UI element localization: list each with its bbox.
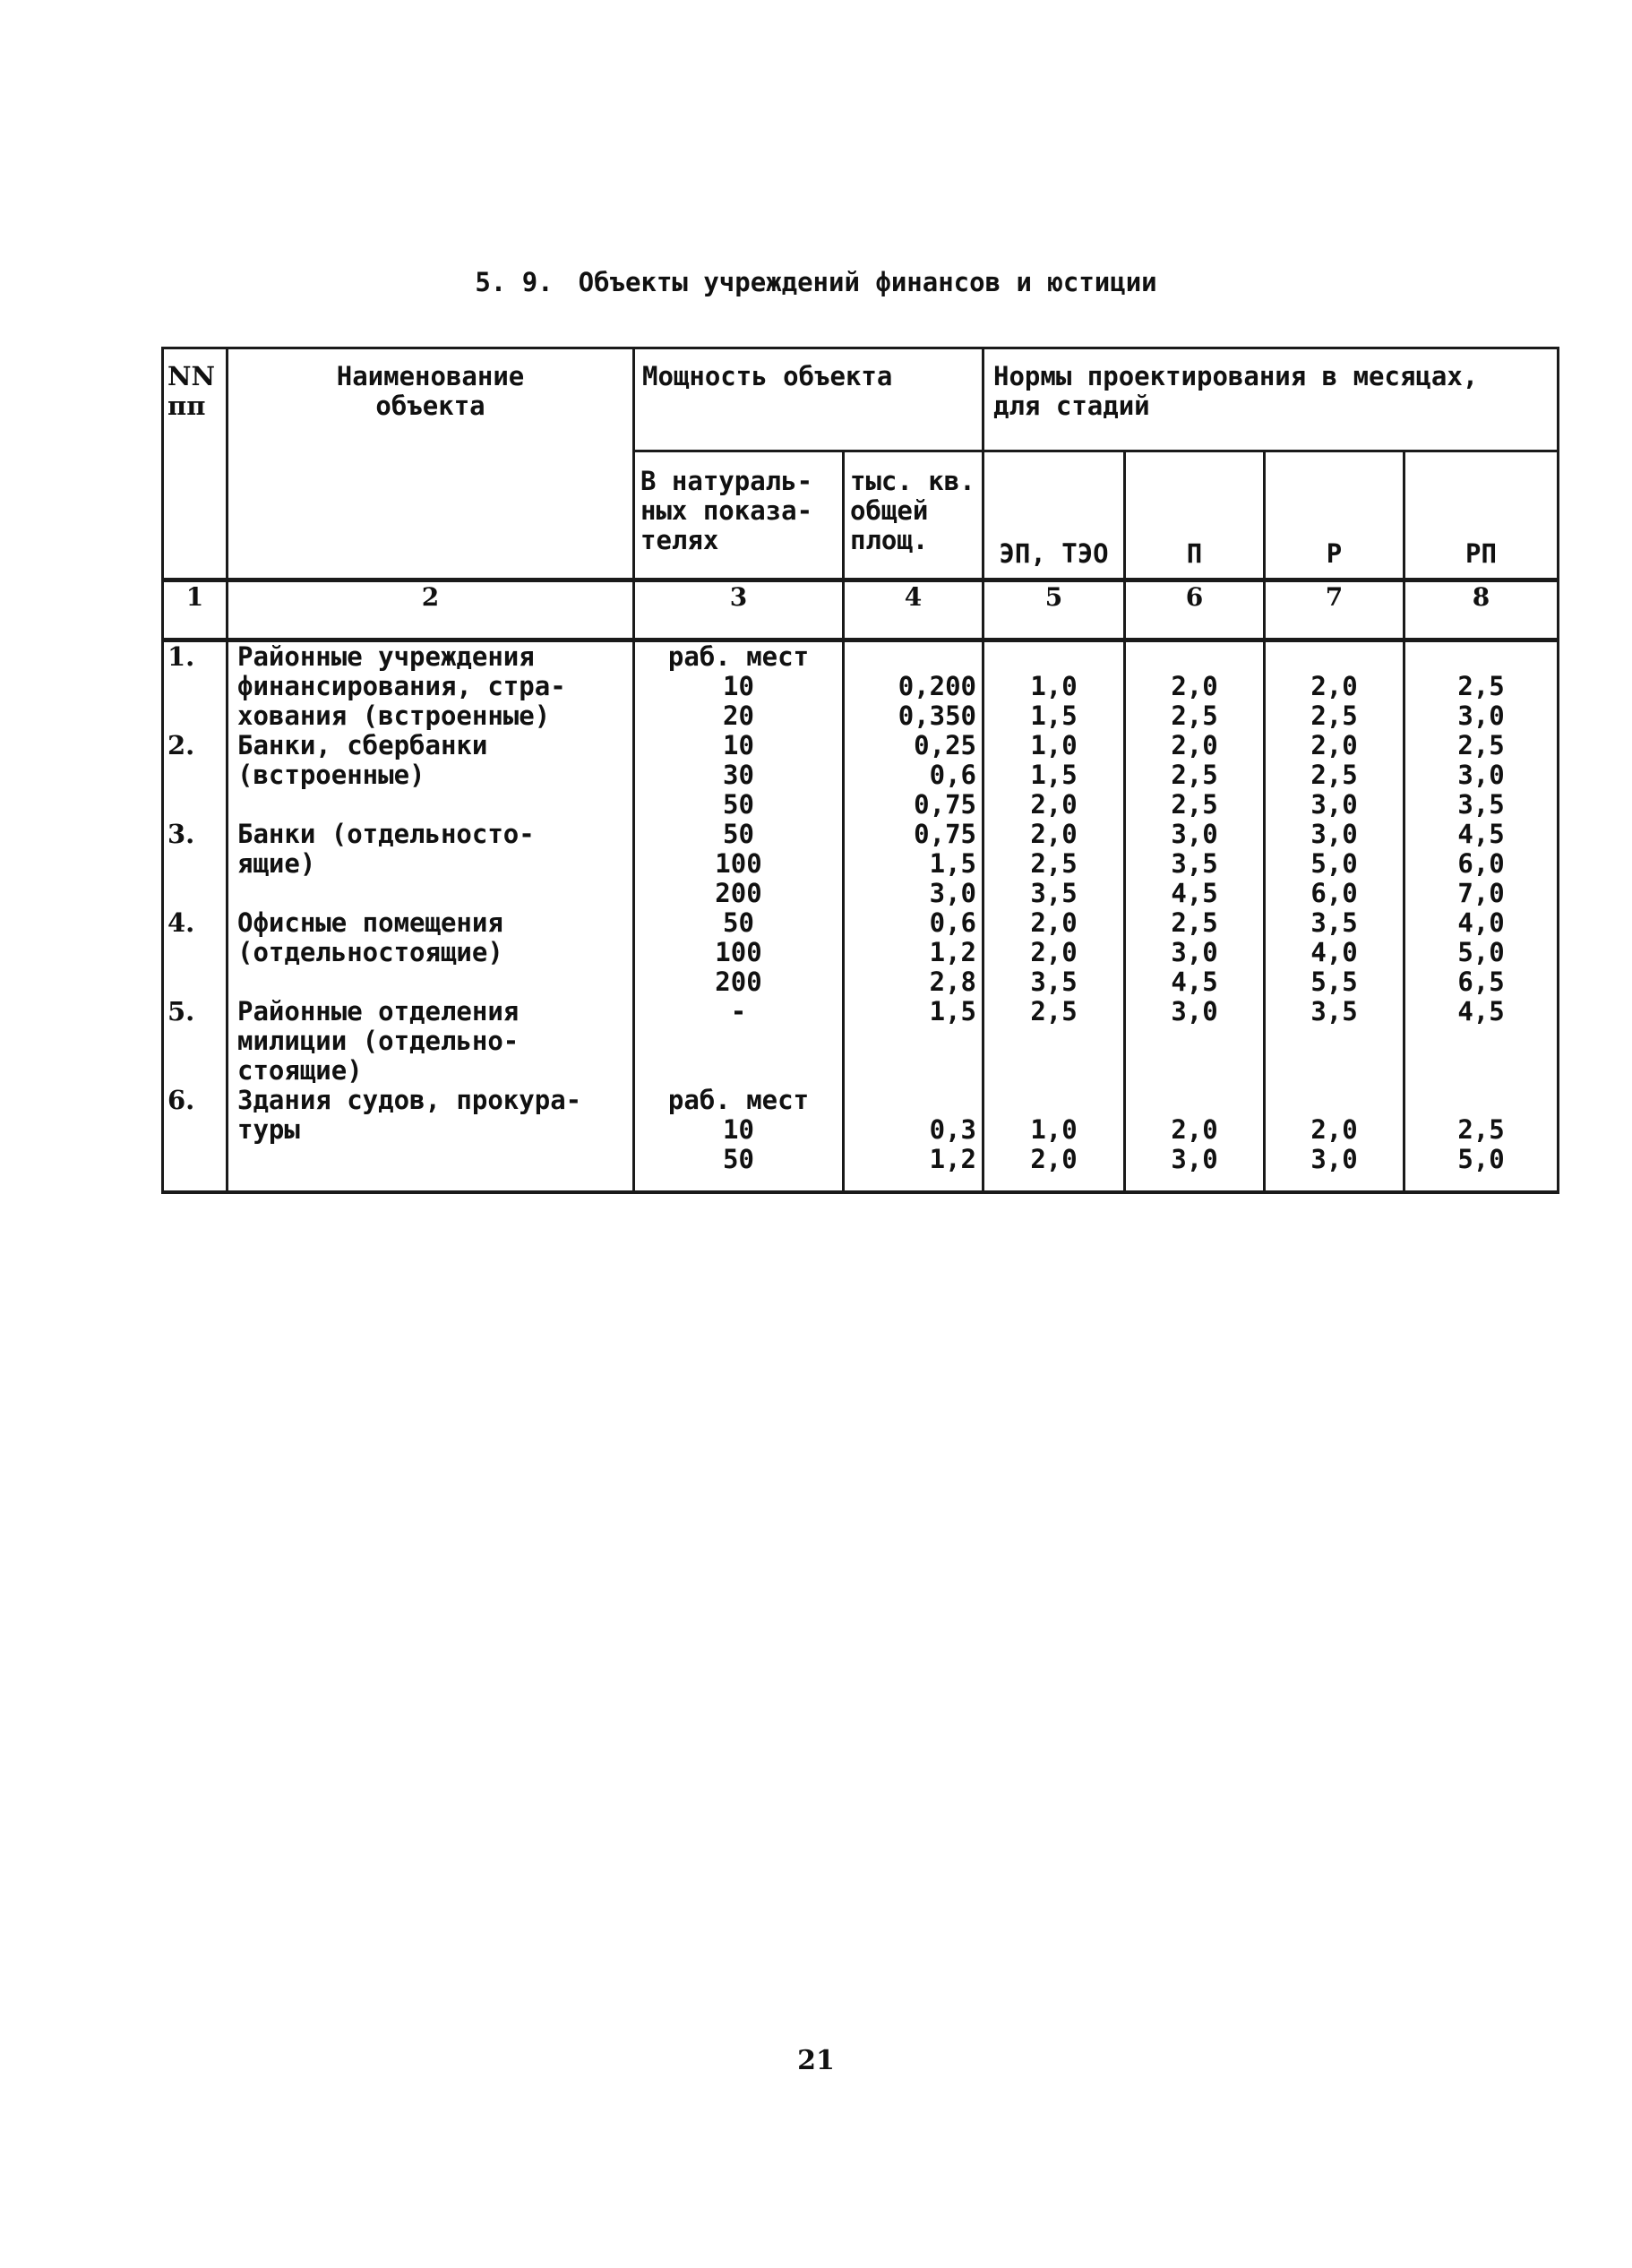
stage-ep-teo-line: 1,5 (1030, 760, 1078, 790)
table-row (163, 1086, 1559, 1192)
stage-rp-line: 3,0 (1457, 760, 1505, 790)
stage-r-line: 3,0 (1310, 819, 1358, 849)
stage-rp-line: 4,5 (1457, 819, 1505, 849)
stage-r-line: 4,0 (1310, 937, 1358, 967)
table-row (163, 731, 1559, 820)
stage-r-line: 3,5 (1310, 996, 1358, 1027)
stage-ep-teo (983, 1086, 1125, 1192)
stage-p-line: 2,0 (1171, 1114, 1218, 1145)
natural-units-line: 20 (723, 700, 754, 731)
header-design-norms: Нормы проектирования в месяцах, для стадий (983, 348, 1559, 451)
object-name-line: Офисные помещения (237, 907, 503, 938)
stage-p-line: 2,5 (1171, 907, 1218, 938)
object-name-line: Банки, сбербанки (237, 730, 488, 760)
stage-rp-line: 7,0 (1457, 878, 1505, 908)
object-name (228, 731, 634, 820)
stage-rp-line: 5,0 (1457, 1144, 1505, 1174)
stage-p-line: 4,5 (1171, 966, 1218, 997)
stage-ep-teo-line: 3,5 (1030, 966, 1078, 997)
stage-rp-line (1405, 642, 1557, 672)
object-name-line: туры (237, 1114, 300, 1145)
object-name (228, 997, 634, 1086)
stage-ep-teo (983, 997, 1125, 1086)
header-stage-rp: РП (1404, 451, 1559, 580)
stage-r-line (1266, 642, 1403, 672)
stage-rp (1404, 640, 1559, 732)
natural-units (634, 997, 844, 1086)
object-name (228, 640, 634, 732)
header-total-area: тыс. кв. общей площ. (844, 451, 983, 580)
object-name-line: (отдельностоящие) (237, 937, 503, 967)
stage-ep-teo-line: 2,5 (1030, 996, 1078, 1027)
object-name-line: Районные отделения (237, 996, 520, 1027)
stage-ep-teo-line: 1,0 (1030, 730, 1078, 760)
stage-p-line: 3,5 (1171, 848, 1218, 879)
row-number: 5. (163, 997, 228, 1086)
stage-r (1265, 997, 1404, 1086)
stage-ep-teo-line: 2,0 (1030, 819, 1078, 849)
natural-units (634, 731, 844, 820)
stage-p-line: 2,5 (1171, 789, 1218, 820)
column-number: 2 (228, 580, 634, 640)
stage-p-line: 4,5 (1171, 878, 1218, 908)
stage-rp-line: 2,5 (1457, 1114, 1505, 1145)
stage-p (1125, 908, 1265, 997)
stage-ep-teo-line: 1,0 (1030, 671, 1078, 701)
stage-p (1125, 997, 1265, 1086)
stage-rp (1404, 908, 1559, 997)
stage-rp-line: 5,0 (1457, 937, 1505, 967)
header-row-1 (163, 348, 1559, 451)
stage-p-line: 3,0 (1171, 937, 1218, 967)
total-area-line: 2,8 (929, 966, 977, 997)
header-object-power: Мощность объекта (634, 348, 983, 451)
stage-p-line (1126, 642, 1263, 672)
stage-p (1125, 731, 1265, 820)
stage-p (1125, 1086, 1265, 1192)
total-area-line (845, 642, 976, 672)
total-area-line (845, 1086, 976, 1115)
total-area-line: 1,5 (929, 996, 977, 1027)
natural-units-line: 50 (723, 819, 754, 849)
stage-p-line: 2,5 (1171, 700, 1218, 731)
stage-r (1265, 731, 1404, 820)
header-object-name: Наименование объекта (228, 348, 634, 580)
stage-p-line (1126, 1086, 1263, 1115)
header-stage-ep-teo: ЭП, ТЭО (983, 451, 1125, 580)
page-title (0, 267, 1632, 297)
object-name-line: финансирования, стра- (237, 671, 566, 701)
page-number: 21 (797, 2045, 835, 2076)
stage-r-line: 2,0 (1310, 1114, 1358, 1145)
section-number: 5. 9. (475, 267, 554, 297)
stage-rp-line: 4,5 (1457, 996, 1505, 1027)
natural-units-line: 100 (715, 848, 762, 879)
total-area-line: 0,75 (914, 789, 977, 820)
stage-rp-line (1405, 1086, 1557, 1115)
header-stage-r: Р (1265, 451, 1404, 580)
object-name (228, 820, 634, 908)
stage-p (1125, 640, 1265, 732)
natural-units (634, 908, 844, 997)
stage-ep-teo-line: 2,0 (1030, 789, 1078, 820)
natural-units-line: 50 (723, 1144, 754, 1174)
total-area (844, 1086, 983, 1192)
column-number: 3 (634, 580, 844, 640)
total-area-line: 1,5 (929, 848, 977, 879)
stage-rp-line: 4,0 (1457, 907, 1505, 938)
natural-units-line: раб. мест (667, 641, 810, 672)
natural-units-line: 10 (723, 671, 754, 701)
stage-r-line: 2,5 (1310, 760, 1358, 790)
stage-p-line: 2,0 (1171, 671, 1218, 701)
natural-units-line: 50 (723, 907, 754, 938)
header-stage-p: П (1125, 451, 1265, 580)
header-nn: NN пп (163, 348, 228, 580)
stage-r (1265, 908, 1404, 997)
row-number: 3. (163, 820, 228, 908)
column-number: 7 (1265, 580, 1404, 640)
total-area-line: 0,350 (898, 700, 977, 731)
total-area-line: 1,2 (929, 937, 977, 967)
object-name-line: хования (встроенные) (237, 700, 551, 731)
stage-ep-teo-line: 2,5 (1030, 848, 1078, 879)
stage-p-line: 2,5 (1171, 760, 1218, 790)
table-row (163, 997, 1559, 1086)
total-area (844, 820, 983, 908)
stage-ep-teo-line: 1,0 (1030, 1114, 1078, 1145)
object-name-line: Банки (отдельносто- (237, 819, 535, 849)
column-number: 4 (844, 580, 983, 640)
row-number: 6. (163, 1086, 228, 1192)
total-area-line: 1,2 (929, 1144, 977, 1174)
stage-ep-teo (983, 820, 1125, 908)
total-area-line: 0,200 (898, 671, 977, 701)
stage-r-line: 6,0 (1310, 878, 1358, 908)
stage-ep-teo (983, 908, 1125, 997)
stage-ep-teo-line (984, 642, 1123, 672)
natural-units (634, 820, 844, 908)
total-area-line: 0,6 (929, 760, 977, 790)
stage-rp-line: 2,5 (1457, 730, 1505, 760)
stage-ep-teo-line (984, 1086, 1123, 1115)
stage-p (1125, 820, 1265, 908)
stage-ep-teo (983, 731, 1125, 820)
natural-units-line: 10 (723, 730, 754, 760)
object-name (228, 1086, 634, 1192)
natural-units (634, 1086, 844, 1192)
stage-ep-teo-line: 2,0 (1030, 937, 1078, 967)
section-title: Объекты учреждений финансов и юстиции (578, 267, 1157, 297)
natural-units-line: 200 (715, 878, 762, 908)
column-number: 1 (163, 580, 228, 640)
stage-p-line: 3,0 (1171, 819, 1218, 849)
stage-r-line: 3,5 (1310, 907, 1358, 938)
stage-ep-teo-line: 3,5 (1030, 878, 1078, 908)
stage-r-line: 5,5 (1310, 966, 1358, 997)
natural-units-line: 100 (715, 937, 762, 967)
natural-units-line: 50 (723, 789, 754, 820)
natural-units-line: 30 (723, 760, 754, 790)
object-name (228, 908, 634, 997)
stage-ep-teo-line: 2,0 (1030, 1144, 1078, 1174)
row-number: 4. (163, 908, 228, 997)
stage-r-line: 2,0 (1310, 671, 1358, 701)
table-row (163, 820, 1559, 908)
total-area-line: 3,0 (929, 878, 977, 908)
table-row (163, 640, 1559, 732)
object-name-line: ящие) (237, 848, 316, 879)
stage-rp (1404, 1086, 1559, 1192)
stage-r-line: 3,0 (1310, 789, 1358, 820)
total-area-line: 0,3 (929, 1114, 977, 1145)
stage-ep-teo (983, 640, 1125, 732)
table-row (163, 908, 1559, 997)
stage-p-line: 3,0 (1171, 996, 1218, 1027)
total-area-line: 0,75 (914, 819, 977, 849)
stage-rp-line: 2,5 (1457, 671, 1505, 701)
object-name-line: милиции (отдельно- (237, 1026, 520, 1056)
total-area-line: 0,25 (914, 730, 977, 760)
total-area (844, 908, 983, 997)
column-number: 6 (1125, 580, 1265, 640)
stage-rp (1404, 731, 1559, 820)
stage-r (1265, 640, 1404, 732)
stage-rp-line: 3,5 (1457, 789, 1505, 820)
stage-rp-line: 6,5 (1457, 966, 1505, 997)
total-area (844, 640, 983, 732)
stage-ep-teo-line: 2,0 (1030, 907, 1078, 938)
natural-units (634, 640, 844, 732)
stage-r-line: 2,5 (1310, 700, 1358, 731)
stage-r-line: 2,0 (1310, 730, 1358, 760)
stage-r-line: 3,0 (1310, 1144, 1358, 1174)
natural-units-line: 200 (715, 966, 762, 997)
stage-r (1265, 1086, 1404, 1192)
column-number: 5 (983, 580, 1125, 640)
total-area-line: 0,6 (929, 907, 977, 938)
stage-ep-teo-line: 1,5 (1030, 700, 1078, 731)
row-number: 2. (163, 731, 228, 820)
natural-units-line: раб. мест (667, 1085, 810, 1115)
column-numbers-row (163, 580, 1559, 640)
column-number: 8 (1404, 580, 1559, 640)
stage-rp (1404, 997, 1559, 1086)
stage-r-line: 5,0 (1310, 848, 1358, 879)
header-natural-units: В натураль- ных показа- телях (634, 451, 844, 580)
row-number: 1. (163, 640, 228, 732)
object-name-line: Районные учреждения (237, 641, 535, 672)
stage-r-line (1266, 1086, 1403, 1115)
stage-rp-line: 3,0 (1457, 700, 1505, 731)
natural-units-line: 10 (723, 1114, 754, 1145)
stage-rp (1404, 820, 1559, 908)
stage-rp-line: 6,0 (1457, 848, 1505, 879)
object-name-line: стоящие) (237, 1055, 363, 1086)
stage-p-line: 3,0 (1171, 1144, 1218, 1174)
object-name-line: Здания судов, прокура- (237, 1085, 582, 1115)
stage-p-line: 2,0 (1171, 730, 1218, 760)
norms-table (161, 347, 1559, 1194)
object-name-line: (встроенные) (237, 760, 425, 790)
stage-r (1265, 820, 1404, 908)
norms-table-wrapper (161, 347, 1557, 1194)
natural-units-line: - (730, 996, 747, 1027)
total-area (844, 731, 983, 820)
total-area (844, 997, 983, 1086)
